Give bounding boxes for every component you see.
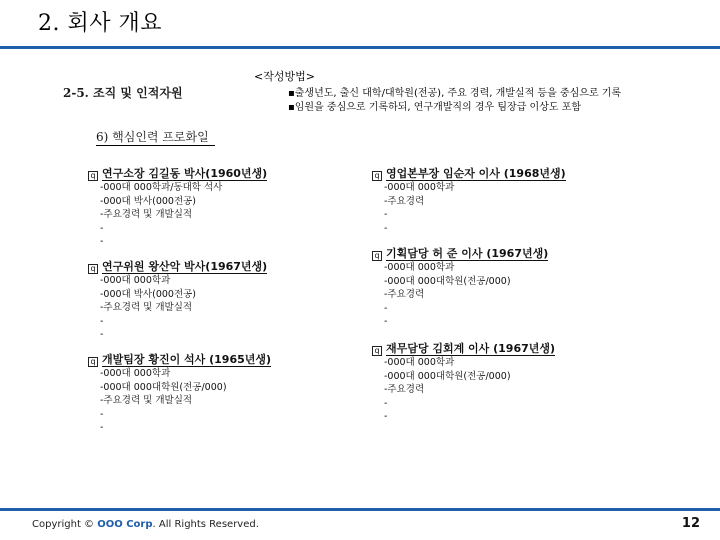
- copyright-suffix: . All Rights Reserved.: [152, 519, 259, 530]
- person-detail: -: [384, 209, 388, 220]
- checkbox-bullet-icon: q: [88, 357, 98, 367]
- person-detail: -000대 박사(000전공): [100, 195, 197, 207]
- person-card: [88, 258, 267, 342]
- person-detail: -: [384, 411, 388, 422]
- person-detail: -000대 000학과: [100, 368, 171, 379]
- person-card: [372, 340, 555, 424]
- person-heading: [372, 245, 548, 261]
- page-title: 2. 회사 개요: [38, 11, 162, 36]
- person-detail: -: [384, 302, 388, 314]
- person-detail: -: [100, 422, 104, 433]
- person-detail: -000대 000학과: [100, 275, 171, 286]
- person-name: 기획담당 허 준 이사 (1967년생): [386, 247, 549, 260]
- person-name: 재무담당 김회계 이사 (1967년생): [386, 342, 556, 355]
- checkbox-bullet-icon: q: [372, 171, 382, 181]
- person-name: 연구위원 왕산악 박사(1967년생): [102, 260, 268, 273]
- person-detail: -000대 박사(000전공): [100, 288, 197, 300]
- person-detail: -주요경력: [384, 195, 425, 207]
- page-number: 12: [681, 516, 700, 531]
- person-detail: -: [100, 315, 104, 327]
- person-detail: -: [384, 222, 388, 234]
- person-card: [372, 165, 566, 235]
- person-detail: -: [100, 329, 104, 340]
- person-heading: [88, 258, 267, 274]
- checkbox-bullet-icon: q: [372, 346, 382, 356]
- person-name: 영업본부장 임순자 이사 (1968년생): [386, 167, 566, 180]
- person-card: [372, 245, 548, 329]
- company-brand: OOO Corp: [97, 519, 153, 530]
- person-card: [88, 351, 271, 435]
- person-detail: -000대 000학과/동대학 석사: [100, 182, 223, 193]
- person-heading: [372, 340, 555, 356]
- copyright-prefix: Copyright ©: [32, 519, 98, 530]
- checkbox-bullet-icon: q: [88, 171, 98, 181]
- person-heading: [88, 351, 271, 367]
- person-detail: -000대 000대학원(전공/000): [384, 275, 511, 287]
- copyright-notice: [32, 519, 259, 530]
- person-detail: -000대 000대학원(전공/000): [384, 370, 511, 382]
- footer-divider: [0, 508, 720, 511]
- checkbox-bullet-icon: q: [372, 251, 382, 261]
- person-detail: -000대 000대학원(전공/000): [100, 381, 227, 393]
- person-detail: -: [100, 236, 104, 247]
- checkbox-bullet-icon: q: [88, 264, 98, 274]
- person-detail: -주요경력: [384, 289, 425, 300]
- method-line: ▪출생년도, 출신 대학/대학원(전공), 주요 경력, 개발실적 등을 중심으로 기록: [288, 88, 622, 99]
- person-detail: -000대 000학과: [384, 357, 455, 368]
- subheading: 6) 핵심인력 프로화일: [96, 128, 215, 146]
- person-name: 개발팀장 황진이 석사 (1965년생): [102, 353, 272, 366]
- person-detail: -주요경력: [384, 384, 425, 395]
- person-detail: -000대 000학과: [384, 262, 455, 273]
- person-card: [88, 165, 267, 249]
- person-heading: [372, 165, 566, 181]
- person-detail: -: [100, 408, 104, 420]
- person-heading: [88, 165, 267, 181]
- person-detail: -: [100, 222, 104, 234]
- person-detail: -: [384, 397, 388, 409]
- person-detail: -주요경력 및 개발실적: [100, 395, 193, 406]
- person-name: 연구소장 김길동 박사(1960년생): [102, 167, 268, 180]
- person-detail: -000대 000학과: [384, 182, 455, 193]
- section-title: 2-5. 조직 및 인적자원: [63, 86, 183, 100]
- person-detail: -주요경력 및 개발실적: [100, 302, 193, 313]
- person-detail: -: [384, 316, 388, 327]
- person-detail: -주요경력 및 개발실적: [100, 209, 193, 220]
- method-heading: <작성방법>: [254, 70, 315, 83]
- header-divider: [0, 46, 720, 49]
- method-line: ▪임원을 중심으로 기록하되, 연구개발직의 경우 팀장급 이상도 포함: [288, 102, 582, 113]
